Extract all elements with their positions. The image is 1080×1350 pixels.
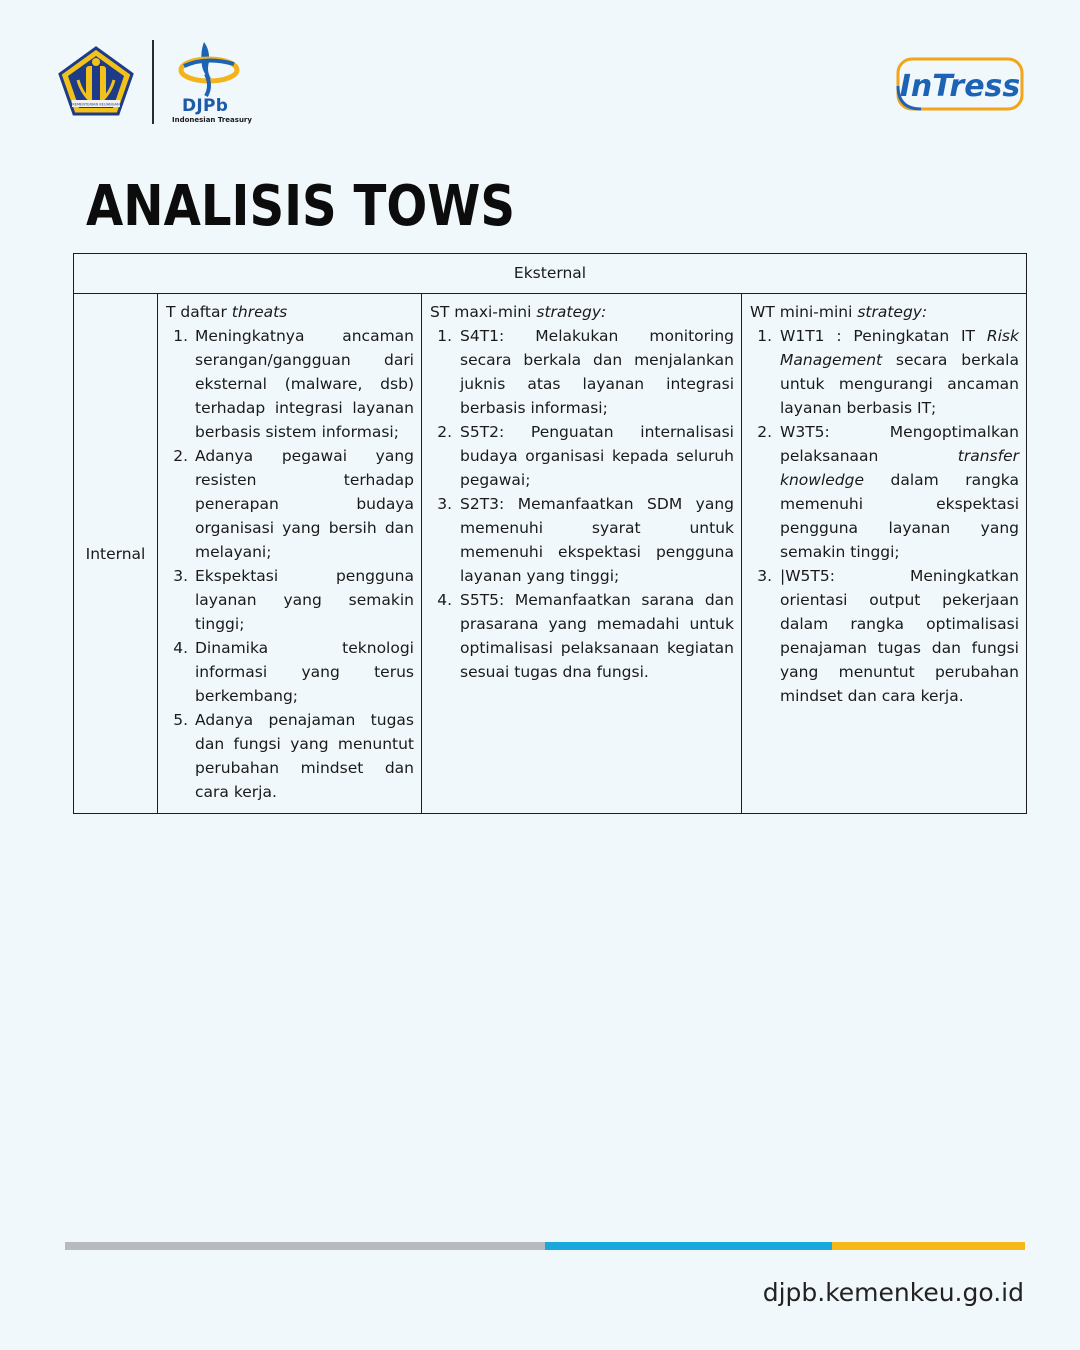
st-strategy-cell	[422, 294, 742, 813]
list-item: 1. W1T1 : Peningkatan IT Risk Management secara berkala untuk mengurangi ancaman layanan berbasis IT;	[757, 327, 1019, 417]
footer-bar-yellow	[832, 1242, 1025, 1250]
website-url[interactable]: djpb.kemenkeu.go.id	[762, 1278, 1024, 1307]
threats-heading: T daftar threats	[166, 303, 288, 321]
row-label-internal: Internal	[85, 544, 146, 563]
st-heading: ST maxi-mini strategy:	[430, 303, 607, 321]
table-row-internal	[74, 294, 1026, 813]
list-item: 1. Meningkatnya ancaman serangan/gangguan dari eksternal (malware, dsb) terhadap integrasi layanan berbasis sistem informasi;	[173, 327, 414, 441]
tows-table	[73, 253, 1027, 814]
list-item: 1. S4T1: Melakukan monitoring secara berkala dan menjalankan juknis atas layanan integrasi berbasis informasi;	[437, 327, 734, 417]
list-item: 2. S5T2: Penguatan internalisasi budaya organisasi kepada seluruh pegawai;	[437, 423, 734, 489]
footer-bar-gray	[65, 1242, 545, 1250]
djpb-name: DJPb	[182, 96, 229, 116]
svg-text:InTress: InTress	[899, 69, 1021, 104]
list-item: 5. Adanya penajaman tugas dan fungsi yang menuntut perubahan mindset dan cara kerja.	[173, 711, 414, 801]
list-item: 3. S2T3: Memanfaatkan SDM yang memenuhi syarat untuk memenuhi ekspektasi pengguna layanan yang tinggi;	[437, 495, 734, 585]
djpb-logo-mark	[176, 40, 242, 98]
footer-bar-blue	[545, 1242, 832, 1250]
intress-logo	[895, 56, 1025, 112]
list-item: 4. S5T5: Memanfaatkan sarana dan prasarana yang memadahi untuk optimalisasi pelaksanaan kegiatan sesuai tugas dna fungsi.	[437, 591, 734, 681]
header-divider	[152, 40, 154, 124]
threats-cell	[158, 294, 422, 813]
list-item: 4. Dinamika teknologi informasi yang terus berkembang;	[173, 639, 414, 705]
list-item: 3. |W5T5: Meningkatkan orientasi output pekerjaan dalam rangka optimalisasi penajaman tugas dan fungsi yang menuntut perubahan mindset dan cara kerja.	[757, 567, 1019, 705]
kemenkeu-logo	[58, 46, 134, 116]
st-list	[430, 324, 734, 684]
row-label-cell	[74, 294, 158, 813]
list-item: 3. Ekspektasi pengguna layanan yang semakin tinggi;	[173, 567, 414, 633]
page-title: ANALISIS TOWS	[86, 174, 516, 239]
list-item: 2. W3T5: Mengoptimalkan pelaksanaan transfer knowledge dalam rangka memenuhi ekspektasi pengguna layanan yang semakin tinggi;	[757, 423, 1019, 561]
wt-heading: WT mini-mini strategy:	[750, 303, 928, 321]
wt-strategy-cell	[742, 294, 1026, 813]
threats-list	[166, 324, 414, 804]
djpb-tagline: Indonesian Treasury	[172, 116, 252, 124]
wt-list	[750, 324, 1019, 708]
table-header-eksternal: Eksternal	[74, 254, 1026, 294]
list-item: 2. Adanya pegawai yang resisten terhadap penerapan budaya organisasi yang bersih dan melayani;	[173, 447, 414, 561]
svg-text:KEMENTERIAN KEUANGAN: KEMENTERIAN KEUANGAN	[72, 102, 120, 107]
